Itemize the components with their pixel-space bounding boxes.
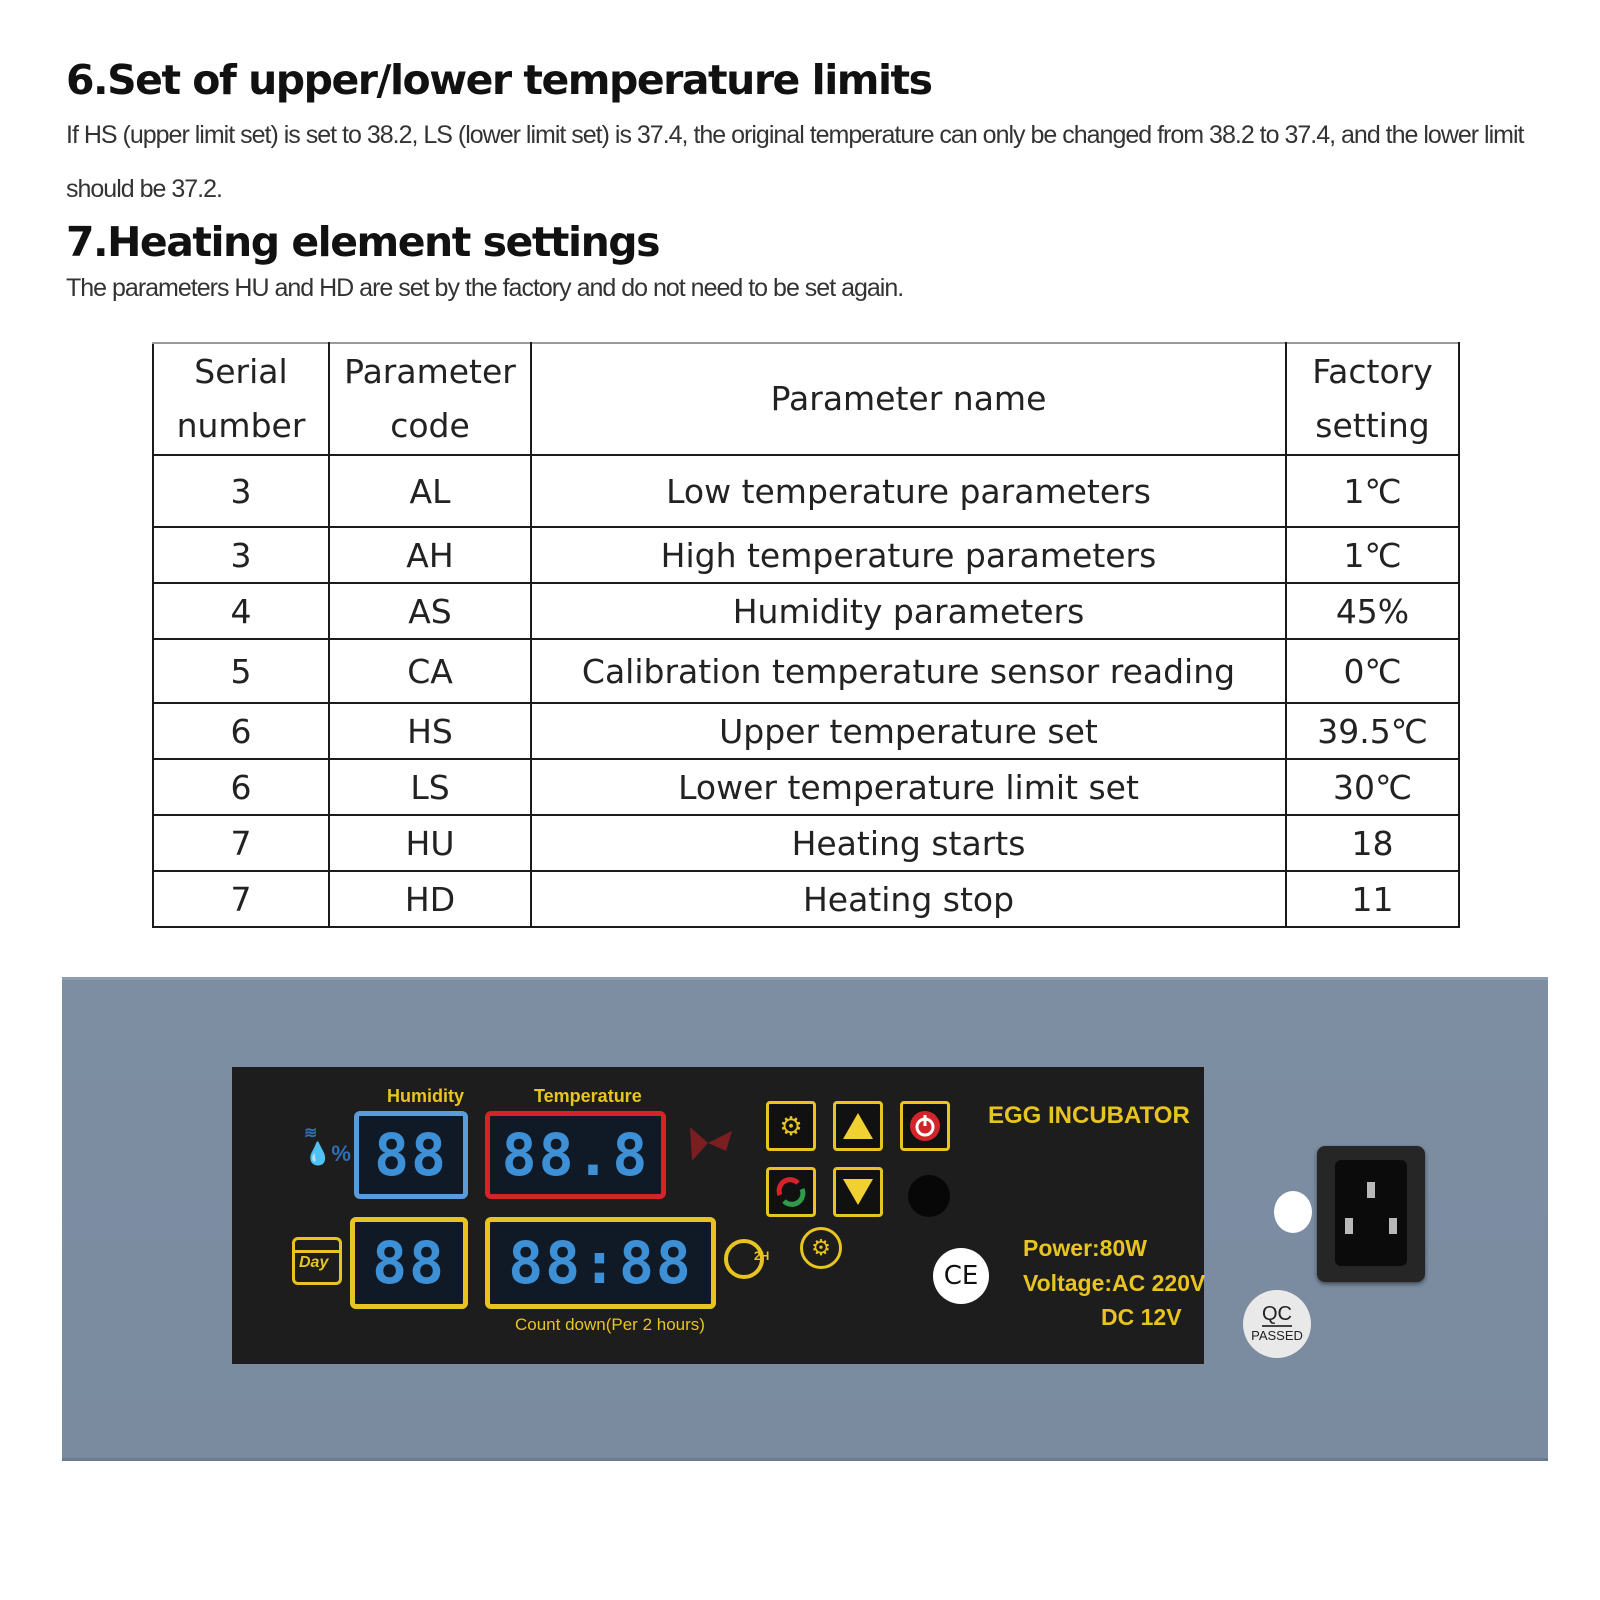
humidity-drop-icon: ≋ 💧% [304, 1125, 351, 1166]
fan-icon [682, 1117, 738, 1169]
qc-text: QC [1262, 1303, 1292, 1325]
table-row [153, 639, 1459, 703]
cell-code: LS [329, 759, 531, 815]
settings-button[interactable] [766, 1101, 816, 1151]
table-row [153, 815, 1459, 871]
cell-name: Heating starts [531, 815, 1286, 871]
cell-setting: 0℃ [1286, 639, 1459, 703]
arrow-up-icon [841, 1111, 875, 1141]
sensor-hole [908, 1175, 950, 1217]
cell-name: High temperature parameters [531, 527, 1286, 583]
control-board [232, 1067, 1204, 1364]
cell-code: CA [329, 639, 531, 703]
header-serial-number [153, 343, 329, 455]
temperature-display [485, 1111, 666, 1199]
day-calendar-icon [292, 1237, 342, 1285]
gear-icon: ⚙ [779, 1110, 803, 1141]
ce-mark-text: CE [943, 1261, 979, 1291]
cell-setting: 1℃ [1286, 527, 1459, 583]
cell-code: AS [329, 583, 531, 639]
table-row [153, 871, 1459, 927]
table-row [153, 527, 1459, 583]
cell-serial: 3 [153, 527, 329, 583]
cell-name: Heating stop [531, 871, 1286, 927]
indicator-light [1274, 1191, 1312, 1233]
header-parameter-name: Parameter name [531, 343, 1286, 455]
header-parameter-code [329, 343, 531, 455]
table-row [153, 583, 1459, 639]
day-icon-text: Day [299, 1254, 329, 1271]
cell-serial: 7 [153, 871, 329, 927]
cell-serial: 6 [153, 759, 329, 815]
brand-label: EGG INCUBATOR [988, 1102, 1190, 1129]
countdown-digits: 88:88 [508, 1229, 693, 1297]
humidity-label: Humidity [387, 1086, 465, 1106]
header-factory-setting [1286, 343, 1459, 455]
header-serial-line1: Serial [194, 352, 288, 391]
section-7-title: 7.Heating element settings [66, 218, 660, 266]
section-7-text: The parameters HU and HD are set by the factory and do not need to be set again. [66, 274, 904, 302]
cell-setting: 30℃ [1286, 759, 1459, 815]
header-code-line1: Parameter [344, 352, 516, 391]
socket-pin-earth [1367, 1182, 1375, 1198]
day-display [350, 1217, 468, 1309]
power-spec: Power:80W [1023, 1235, 1147, 1261]
cell-serial: 5 [153, 639, 329, 703]
parameter-table [152, 342, 1460, 928]
rotate-icon [774, 1175, 808, 1209]
qc-passed-sticker [1243, 1290, 1311, 1358]
cell-setting: 1℃ [1286, 455, 1459, 527]
temperature-label: Temperature [534, 1086, 642, 1106]
cell-name: Calibration temperature sensor reading [531, 639, 1286, 703]
dc-spec: DC 12V [1101, 1304, 1182, 1330]
section-6-text: If HS (upper limit set) is set to 38.2, LS (lower limit set) is 37.4, the original temperature can only be changed from 38.2 to 37.4, and the lower limit should be 37.2. [66, 121, 1524, 203]
arrow-down-icon [841, 1177, 875, 1207]
power-icon [908, 1109, 942, 1143]
cell-setting: 45% [1286, 583, 1459, 639]
day-digits: 88 [372, 1229, 446, 1297]
cell-name: Lower temperature limit set [531, 759, 1286, 815]
table-row [153, 455, 1459, 527]
cell-name: Humidity parameters [531, 583, 1286, 639]
cell-name: Low temperature parameters [531, 455, 1286, 527]
countdown-label: Count down(Per 2 hours) [515, 1315, 705, 1334]
power-button[interactable] [900, 1101, 950, 1151]
gear-icon: ⚙ [811, 1235, 831, 1260]
cell-code: HU [329, 815, 531, 871]
ce-mark [933, 1248, 989, 1304]
voltage-spec: Voltage:AC 220V [1023, 1270, 1206, 1296]
humidity-digits: 88 [374, 1121, 448, 1189]
cell-code: AH [329, 527, 531, 583]
header-factory-line1: Factory [1312, 352, 1433, 391]
header-factory-line2: setting [1315, 406, 1430, 445]
settings-gear-indicator [800, 1227, 842, 1269]
timer-2h-icon [724, 1239, 770, 1279]
power-socket [1317, 1146, 1425, 1282]
socket-pin-left [1345, 1218, 1353, 1234]
turn-button[interactable] [766, 1167, 816, 1217]
temperature-digits: 88.8 [501, 1121, 650, 1189]
table-header-row [153, 343, 1459, 455]
header-serial-line2: number [176, 406, 306, 445]
cell-serial: 6 [153, 703, 329, 759]
socket-pin-right [1389, 1218, 1397, 1234]
cell-setting: 39.5℃ [1286, 703, 1459, 759]
qc-passed-text: PASSED [1251, 1328, 1303, 1343]
cell-setting: 18 [1286, 815, 1459, 871]
cell-setting: 11 [1286, 871, 1459, 927]
cell-serial: 3 [153, 455, 329, 527]
header-code-line2: code [390, 406, 470, 445]
timer-icon-text: 2H [754, 1249, 770, 1263]
section-6-title: 6.Set of upper/lower temperature limits [66, 56, 932, 104]
humidity-icon-percent: % [331, 1141, 351, 1166]
cell-serial: 4 [153, 583, 329, 639]
countdown-display [485, 1217, 716, 1309]
down-button[interactable] [833, 1167, 883, 1217]
cell-serial: 7 [153, 815, 329, 871]
up-button[interactable] [833, 1101, 883, 1151]
cell-code: AL [329, 455, 531, 527]
humidity-display [354, 1111, 468, 1199]
socket-face [1335, 1160, 1407, 1266]
cell-code: HD [329, 871, 531, 927]
cell-name: Upper temperature set [531, 703, 1286, 759]
table-row [153, 703, 1459, 759]
cell-code: HS [329, 703, 531, 759]
table-row [153, 759, 1459, 815]
